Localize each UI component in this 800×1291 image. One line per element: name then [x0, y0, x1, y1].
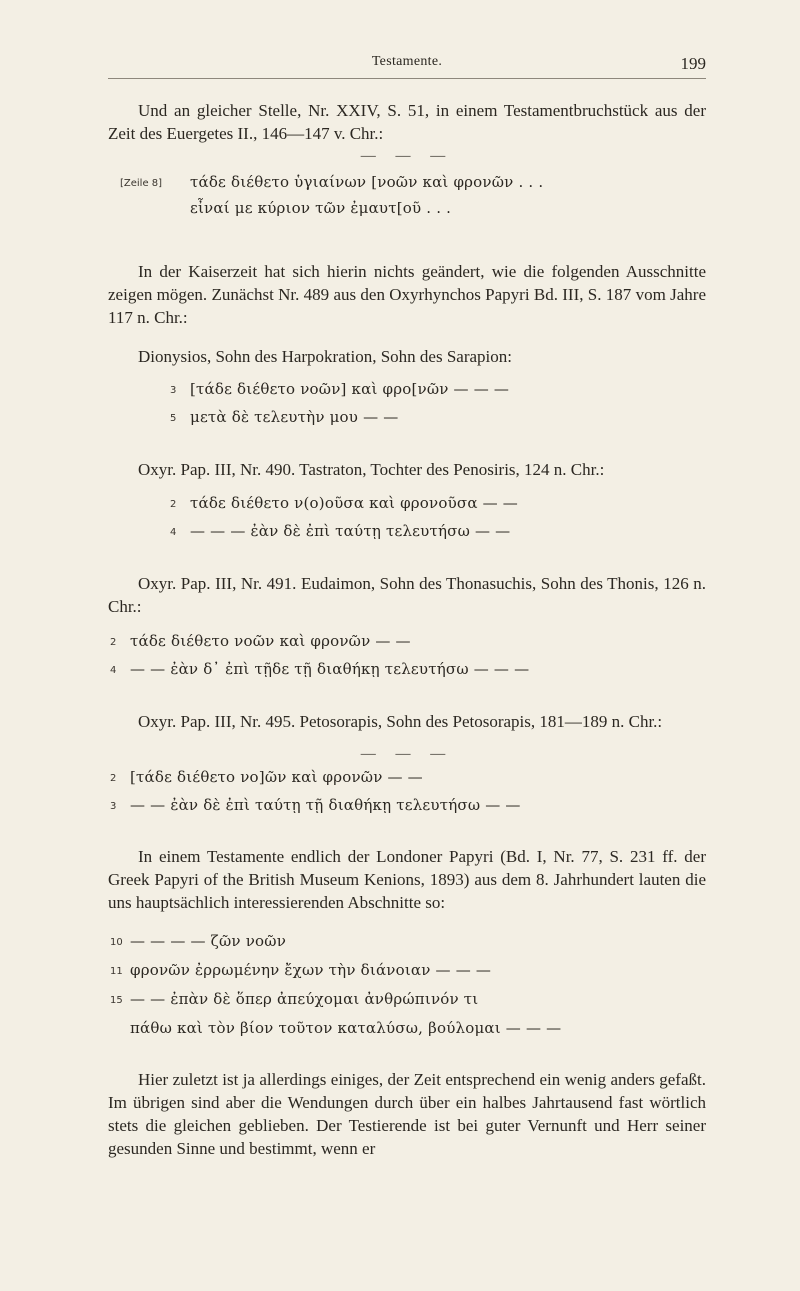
- greek-quote-line: [τάδε διέθετο νοῶν] καὶ φρο[νῶν — — —: [190, 380, 510, 398]
- greek-quote-line: μετὰ δὲ τελευτὴν μου — —: [190, 408, 399, 426]
- line-number: 2: [170, 499, 177, 510]
- line-number: 10: [110, 937, 123, 948]
- line-number: 5: [170, 413, 177, 424]
- section-separator: — — —: [360, 746, 454, 762]
- line-number: 4: [110, 665, 117, 676]
- line-number: 2: [110, 637, 117, 648]
- greek-quote-line: — — — — ζῶν νοῶν: [130, 932, 287, 950]
- line-number: 15: [110, 995, 123, 1006]
- line-number: 2: [110, 773, 117, 784]
- greek-quote-line: τάδε διέθετο ὑγιαίνων [νοῶν καὶ φρονῶν . . .: [190, 173, 544, 191]
- line-number: [Zeile 8]: [120, 178, 163, 189]
- greek-quote-line: φρονῶν ἐρρωμένην ἔχων τὴν διάνοιαν — — —: [130, 961, 492, 979]
- paragraph-conclusion: Hier zuletzt ist ja allerdings einiges, der Zeit entsprechend ein wenig anders gefaßt. Im übrigen sind aber die Wendungen durch über ein halbes Jahrtausend fast wörtlich stets die gleichen geblieben. Der Testierende ist bei guter Vernunft und Herr seiner gesunden Sinne und bestimmt, wenn er: [108, 1070, 706, 1158]
- paragraph-petosorapis: Oxyr. Pap. III, Nr. 495. Petosorapis, Sohn des Petosorapis, 181—189 n. Chr.:: [138, 712, 663, 731]
- greek-quote-line: εἶναί με κύριον τῶν ἐμαυτ[οῦ . . .: [190, 199, 452, 217]
- line-number: 3: [170, 385, 177, 396]
- section-separator: — — —: [360, 148, 454, 164]
- paragraph-londoner-papyri: In einem Testamente endlich der Londoner Papyri (Bd. I, Nr. 77, S. 231 ff. der Greek Papyri of the British Museum Kenions, 1893) aus dem 8. Jahrhundert lauten die uns hauptsächlich interessierenden Abschnitte so:: [108, 847, 706, 912]
- greek-quote-line: — — — ἐὰν δὲ ἐπὶ ταύτῃ τελευτήσω — —: [190, 522, 511, 540]
- line-number: 3: [110, 801, 117, 812]
- paragraph-dionysios: Dionysios, Sohn des Harpokration, Sohn des Sarapion:: [138, 347, 512, 366]
- paragraph-intro: Und an gleicher Stelle, Nr. XXIV, S. 51, in einem Testamentbruchstück aus der Zeit des Euergetes II., 146—147 v. Chr.:: [108, 101, 706, 143]
- greek-quote-line: — — ἐὰν δ᾽ ἐπὶ τῇδε τῇ διαθήκῃ τελευτήσω — — —: [130, 660, 530, 678]
- page-number: 199: [680, 54, 706, 73]
- greek-quote-line: [τάδε διέθετο νο]ῶν καὶ φρονῶν — —: [130, 768, 423, 786]
- greek-quote-line: πάθω καὶ τὸν βίον τοῦτον καταλύσω, βούλομαι — — —: [130, 1019, 562, 1037]
- greek-quote-line: — — ἐπὰν δὲ ὅπερ ἀπεύχομαι ἀνθρώπινόν τι: [130, 990, 479, 1008]
- line-number: 4: [170, 527, 177, 538]
- page-header: [108, 54, 706, 79]
- greek-quote-line: — — ἐὰν δὲ ἐπὶ ταύτῃ τῇ διαθήκῃ τελευτήσω — —: [130, 796, 521, 814]
- paragraph-kaiserzeit: In der Kaiserzeit hat sich hierin nichts geändert, wie die folgenden Ausschnitte zeigen mögen. Zunächst Nr. 489 aus den Oxyrhynchos Papyri Bd. III, S. 187 vom Jahre 117 n. Chr.:: [108, 262, 706, 327]
- paragraph-tastraton: Oxyr. Pap. III, Nr. 490. Tastraton, Tochter des Penosiris, 124 n. Chr.:: [138, 460, 605, 479]
- paragraph-eudaimon: Oxyr. Pap. III, Nr. 491. Eudaimon, Sohn des Thonasuchis, Sohn des Thonis, 126 n. Chr.:: [108, 574, 706, 616]
- greek-quote-line: τάδε διέθετο νοῶν καὶ φρονῶν — —: [130, 632, 411, 650]
- running-title: Testamente.: [371, 54, 443, 69]
- greek-quote-line: τάδε διέθετο ν(ο)οῦσα καὶ φρονοῦσα — —: [190, 494, 518, 512]
- line-number: 11: [110, 966, 123, 977]
